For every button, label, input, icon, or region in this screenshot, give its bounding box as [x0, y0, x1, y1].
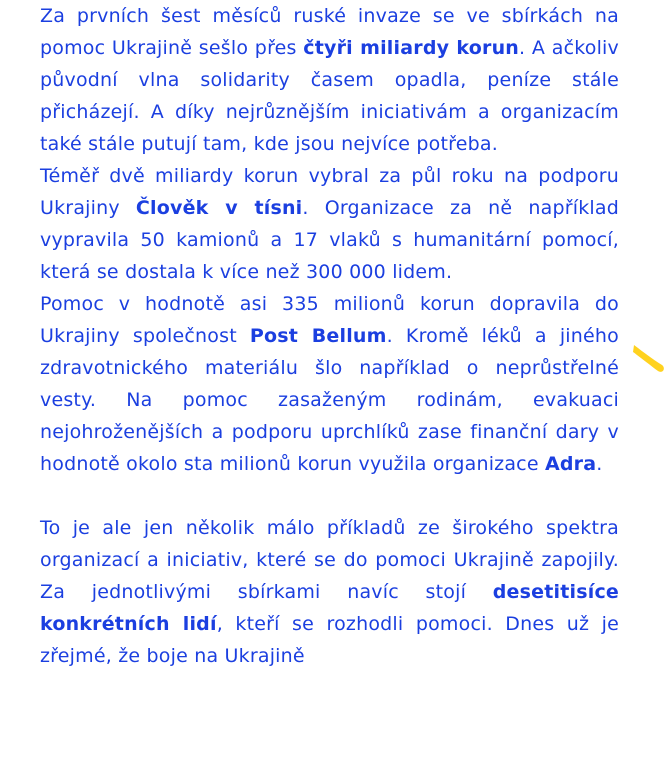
highlighted-phrase: Post Bellum	[249, 325, 387, 347]
text-run: Za prvních šest měsíců ruské invaze se ve sbírkách na pomoc Ukrajině sešlo přes	[40, 5, 619, 59]
text-run: Téměř dvě miliardy korun vybral za půl roku na podporu Ukrajiny	[40, 165, 619, 219]
text-run: . Kromě léků a jiného zdravotnického materiálu šlo například o neprůstřelné vesty. Na pomoc zasaženým rodinám, evakuaci nejohroženějších a podporu uprchlíků zase finanční dary v hodnotě okolo sta milionů korun využila organizace	[40, 325, 619, 475]
text-run: , kteří se rozhodli pomoci. Dnes už je zřejmé, že boje na Ukrajině	[40, 613, 620, 667]
article-body	[40, 0, 619, 672]
paragraph	[40, 160, 619, 288]
text-run: Pomoc v hodnotě asi 335 milionů korun dopravila do Ukrajiny společnost	[40, 293, 619, 347]
highlighted-phrase: desetitisíce konkrétních lidí	[40, 581, 619, 635]
paragraph	[40, 288, 619, 480]
text-run: To je ale jen několik málo příkladů ze širokého spektra organizací a iniciativ, které se do pomoci Ukrajině zapojily. Za jednotlivými sbírkami navíc stojí	[40, 517, 619, 603]
highlighted-phrase: Člověk v tísni	[135, 197, 303, 219]
paragraph	[40, 0, 619, 160]
highlighted-phrase: Adra	[544, 453, 597, 475]
text-run: . Organizace za ně například vypravila 50 kamionů a 17 vlaků s humanitární pomocí, která se dostala k více než 300 000 lidem.	[40, 197, 619, 283]
paragraph	[40, 512, 619, 672]
highlighted-phrase: čtyři miliardy korun	[303, 37, 520, 59]
yellow-brush-stroke-decoration	[632, 337, 666, 377]
yellow-brush-stroke-icon	[633, 345, 664, 372]
text-run: .	[596, 453, 603, 475]
text-run: . A ačkoliv původní vlna solidarity časem opadla, peníze stále přicházejí. A díky nejrůznějším iniciativám a organizacím také stále putují tam, kde jsou nejvíce potřeba.	[40, 37, 619, 155]
